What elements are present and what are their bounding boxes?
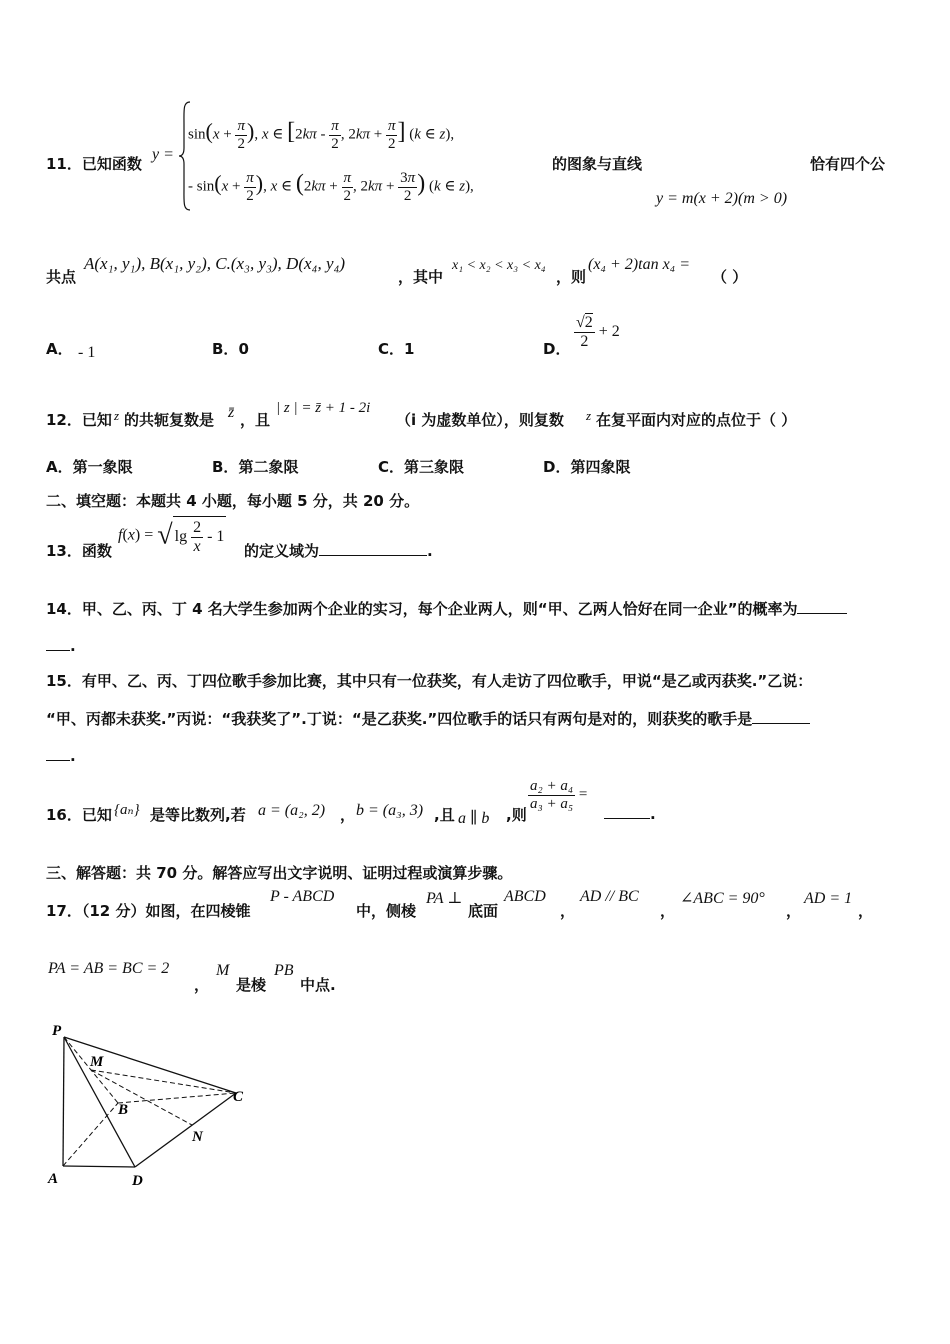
q17-text-2: 底面 <box>468 902 499 920</box>
q16-vector-a: a = (a₂, 2) <box>258 802 326 819</box>
q15-line1: 15．有甲、乙、丙、丁四位歌手参加比赛，其中只有一位获奖，有人走访了四位歌手，甲说“是乙或丙获奖.”乙说： <box>46 672 813 690</box>
q11-option-a-value: - 1 <box>78 344 96 361</box>
edge-pa <box>63 1037 64 1166</box>
q17-pyramid-figure <box>40 1015 260 1195</box>
q12-z: z <box>114 408 120 423</box>
edge-dc <box>135 1093 236 1167</box>
label-m: M <box>90 1054 104 1070</box>
label-a: A <box>48 1171 59 1187</box>
q17-comma-5: ， <box>194 976 210 994</box>
q15-line2: “甲、丙都未获奖.”丙说：“我获奖了”.丁说：“是乙获奖.”四位歌手的话只有两句是对的，则获奖的歌手是 <box>46 708 810 729</box>
q13-answer-blank[interactable] <box>319 541 427 556</box>
q17-parallel: AD // BC <box>580 888 639 905</box>
q13-expression: f(x) = √ lg $\frac{2}{x}$ - 1 <box>118 516 226 555</box>
q17-text-1: 中，侧棱 <box>356 902 417 920</box>
section-2-heading: 二、填空题：本题共 4 小题，每小题 5 分，共 20 分。 <box>46 492 420 510</box>
label-c: C <box>233 1089 244 1105</box>
q13-number: 13．函数 <box>46 542 112 560</box>
q12-text-2: ，且 <box>240 411 271 429</box>
q15-blank-end: . <box>46 746 76 765</box>
q17-equalities: PA = AB = BC = 2 <box>48 960 170 977</box>
q17-text-3: 是棱 <box>236 976 267 994</box>
q12-option-d: D．第四象限 <box>543 458 631 476</box>
q11-option-d-value: $\frac{√2}{2}$ + 2 <box>576 314 620 350</box>
q11-case1: sin(x + $\frac{\pi}{2}$ ), x ∈ [2kπ - $\frac{\pi}{2}$ , 2kπ + $\frac{\pi}{2}$ ] (k ∈ z), <box>188 118 455 152</box>
q13-tail: 的定义域为 . <box>244 542 433 560</box>
q11-mid-text: 的图象与直线 <box>552 155 643 173</box>
q14-answer-blank-2[interactable] <box>46 636 70 651</box>
q16-comma: ， <box>340 806 356 824</box>
q17-ad: AD = 1 <box>804 890 853 907</box>
q12-option-c: C．第三象限 <box>378 458 465 476</box>
q14-answer-blank-1[interactable] <box>797 599 847 614</box>
q12-number: 12．已知 <box>46 411 112 429</box>
q16-text-3: ,则 <box>506 806 527 824</box>
q17-comma-3: ， <box>786 902 802 920</box>
q16-text-2: ,且 <box>434 806 455 824</box>
q16-sequence: {aₙ} <box>114 802 140 818</box>
q14-blank-end: . <box>46 636 76 655</box>
q16-answer-blank[interactable] <box>604 804 650 819</box>
q17-pb: PB <box>274 962 294 979</box>
section-3-heading: 三、解答题：共 70 分。解答应写出文字说明、证明过程或演算步骤。 <box>46 864 513 882</box>
q11-line-equation: y = m(x + 2)(m > 0) <box>656 190 788 207</box>
q12-z2: z <box>586 408 592 423</box>
q12-option-a: A．第一象限 <box>46 458 133 476</box>
q12-option-b: B．第二象限 <box>212 458 299 476</box>
label-d: D <box>132 1173 143 1189</box>
q11-answer-paren: （ ） <box>712 268 748 286</box>
q12-text-4: 在复平面内对应的点位于（ ） <box>596 411 797 429</box>
q17-base: ABCD <box>504 888 546 905</box>
label-b: B <box>118 1102 129 1118</box>
label-n: N <box>192 1129 203 1145</box>
q17-comma-2: ， <box>660 902 676 920</box>
q11-case2: - sin(x + $\frac{\pi}{2}$ ), x ∈ (2kπ + $\frac{\pi}{2}$ , 2kπ + $\frac{3\pi}{2}$ ) (k ∈ z), <box>188 170 474 204</box>
q17-comma-1: ， <box>560 902 576 920</box>
q15-answer-blank-2[interactable] <box>46 746 70 761</box>
q12-equation: | z | = z̄ + 1 - 2i <box>276 400 371 416</box>
q11-line2-lead: 共点 <box>46 268 77 286</box>
q16-parallel: a ∥ b <box>458 810 490 827</box>
q11-line2-mid: ，其中 <box>398 268 444 286</box>
q11-tail-text: 恰有四个公 <box>810 155 886 173</box>
q17-m: M <box>216 962 230 979</box>
q17-comma-4: ， <box>858 902 874 920</box>
q12-zbar: z̄ <box>228 404 235 421</box>
q11-expression: (x₄ + 2)tan x₄ = <box>588 256 691 273</box>
q12-text-1: 的共轭复数是 <box>124 411 215 429</box>
q11-option-a-label: A． <box>46 340 73 358</box>
q17-number: 17．（12 分）如图，在四棱锥 <box>46 902 251 920</box>
q17-text-4: 中点. <box>300 976 336 994</box>
q11-points: A(x₁, y₁), B(x₁, y₂), C.(x₃, y₃), D(x₄, y₄) <box>84 254 346 273</box>
edge-ad <box>63 1166 135 1167</box>
q16-fraction: $\frac{\text{a₂ + a₄}}{\text{a₃ + a₅}}$ = <box>530 778 588 812</box>
q17-pa-perp: PA ⊥ <box>426 890 463 907</box>
q15-answer-blank-1[interactable] <box>752 709 810 724</box>
q11-order: x₁ < x₂ < x₃ < x₄ <box>452 258 546 273</box>
q11-option-c: C．1 <box>378 340 415 358</box>
q16-vector-b: b = (a₃, 3) <box>356 802 424 819</box>
q11-option-d-label: D． <box>543 340 571 358</box>
q16-number: 16．已知 <box>46 806 112 824</box>
q17-solid: P - ABCD <box>270 888 335 905</box>
q12-text-3: （i 为虚数单位），则复数 <box>396 411 564 429</box>
q11-y-eq: y = <box>152 146 174 163</box>
q11-line2-then: ，则 <box>556 268 587 286</box>
q11-option-b: B．0 <box>212 340 249 358</box>
q14-text: 14．甲、乙、丙、丁 4 名大学生参加两个企业的实习，每个企业两人，则“甲、乙两人恰好在同一企业”的概率为 <box>46 598 847 619</box>
label-p: P <box>52 1023 62 1039</box>
q17-angle: ∠ABC = 90° <box>680 890 765 907</box>
q16-text-1: 是等比数列,若 <box>150 806 246 824</box>
q16-blank-end: . <box>604 804 656 823</box>
q11-number: 11．已知函数 <box>46 155 142 173</box>
edge-ab <box>63 1103 118 1166</box>
